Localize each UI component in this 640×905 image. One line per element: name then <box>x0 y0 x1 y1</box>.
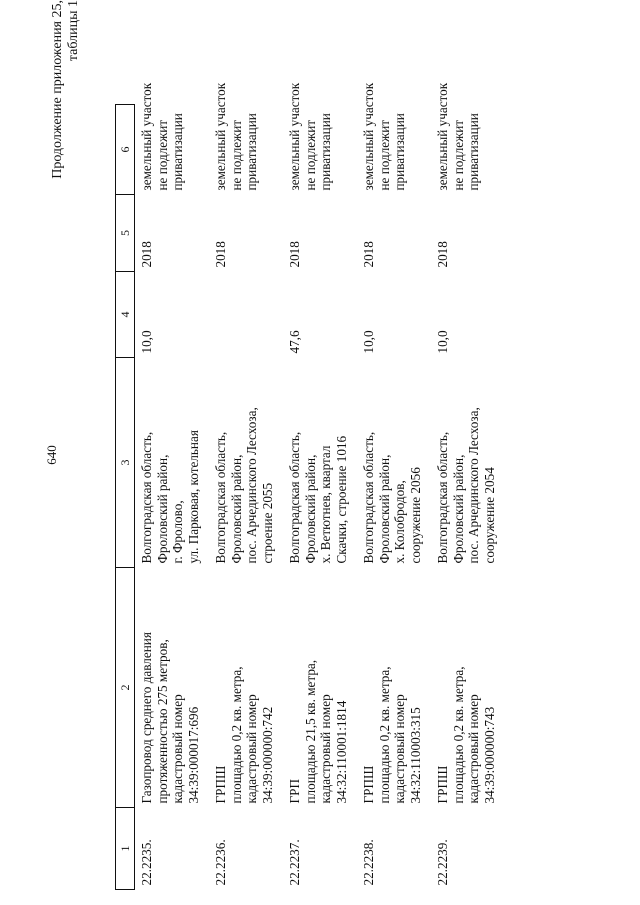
cell-line: кадастровый номер <box>392 694 407 804</box>
cell-line: кадастровый номер <box>244 694 259 804</box>
row-number-cell: 22.2237. <box>287 839 302 886</box>
object-name-cell <box>431 568 505 808</box>
cell-line: х. Колобродов, <box>392 480 407 564</box>
cell-line: Волгоградская область, <box>139 431 154 564</box>
cell-line: Фроловский район, <box>302 454 318 564</box>
cell-line: кадастровый номер <box>466 694 481 804</box>
cell-line: земельный участок <box>361 82 376 191</box>
cell-line: 34:39:000017:696 <box>185 706 201 804</box>
table-row <box>357 105 431 890</box>
cell-line: Волгоградская область, <box>287 431 302 564</box>
object-name-cell <box>209 568 283 808</box>
cell-line: земельный участок <box>287 82 302 191</box>
cell-line: х. Ветютнев, квартал <box>318 445 333 564</box>
value-cell: 10,0 <box>139 330 154 354</box>
column-header: 3 <box>116 358 135 568</box>
cell-line: не подлежит <box>450 119 466 191</box>
table-body <box>135 82 506 890</box>
row-number-cell: 22.2239. <box>435 839 450 886</box>
table-row <box>431 105 505 890</box>
cell-line: ГРПШ <box>213 765 228 804</box>
cell-line: сооружение 2056 <box>407 467 423 564</box>
cell-line: Фроловский район, <box>228 454 244 564</box>
column-header: 1 <box>116 808 135 890</box>
object-name-cell <box>357 568 431 808</box>
cell-line: не подлежит <box>302 119 318 191</box>
cell-line: кадастровый номер <box>170 694 185 804</box>
address-cell <box>209 358 283 568</box>
row-number-cell: 22.2235. <box>139 839 154 886</box>
cell-line: строение 2055 <box>259 482 275 564</box>
year-cell: 2018 <box>435 241 450 268</box>
cell-line: площадью 0,2 кв. метра, <box>450 666 466 804</box>
cell-line: приватизации <box>318 113 333 191</box>
cell-line: кадастровый номер <box>318 694 333 804</box>
cell-line: приватизации <box>392 113 407 191</box>
year-cell: 2018 <box>287 241 302 268</box>
cell-line: земельный участок <box>435 82 450 191</box>
cell-line: площадью 21,5 кв. метра, <box>302 659 318 804</box>
register-table <box>115 82 505 890</box>
cell-line: Волгоградская область, <box>361 431 376 564</box>
cell-line: 34:39:000000:743 <box>481 706 497 804</box>
table-row <box>209 105 283 890</box>
cell-line: земельный участок <box>213 82 228 191</box>
cell-line: пос. Арчединского Лесхоза, <box>244 407 259 564</box>
cell-line: Волгоградская область, <box>435 431 450 564</box>
cell-line: 34:32:110003:315 <box>407 707 423 804</box>
column-header: 5 <box>116 195 135 272</box>
cell-line: пос. Арчединского Лесхоза, <box>466 407 481 564</box>
cell-line: не подлежит <box>154 119 170 191</box>
note-cell <box>209 82 283 195</box>
note-cell <box>431 82 505 195</box>
cell-line: 34:39:000000:742 <box>259 706 275 804</box>
object-name-cell <box>283 568 357 808</box>
cell-line: приватизации <box>170 113 185 191</box>
cell-line: площадью 0,2 кв. метра, <box>376 666 392 804</box>
address-cell <box>357 358 431 568</box>
cell-line: ГРПШ <box>435 765 450 804</box>
cell-line: Фроловский район, <box>154 454 170 564</box>
year-cell: 2018 <box>213 241 228 268</box>
cell-line: Скачки, строение 1016 <box>333 435 349 564</box>
cell-line: Волгоградская область, <box>213 431 228 564</box>
note-cell <box>357 82 431 195</box>
cell-line: приватизации <box>466 113 481 191</box>
cell-line: ГРПШ <box>361 765 376 804</box>
value-cell: 10,0 <box>361 330 376 354</box>
year-cell: 2018 <box>361 241 376 268</box>
cell-line: ул. Парковая, котельная <box>185 430 201 564</box>
note-cell <box>135 82 210 195</box>
continuation-line: таблицы 1 <box>66 0 81 62</box>
address-cell <box>283 358 357 568</box>
column-header: 4 <box>116 272 135 358</box>
cell-line: Фроловский район, <box>376 454 392 564</box>
table-row <box>283 105 357 890</box>
cell-line: площадью 0,2 кв. метра, <box>228 666 244 804</box>
column-header: 6 <box>116 105 135 195</box>
row-number-cell: 22.2238. <box>361 839 376 886</box>
page-number: 640 <box>44 445 59 465</box>
cell-line: Газопровод среднего давления <box>139 632 154 804</box>
cell-line: 34:32:110001:1814 <box>333 700 349 804</box>
cell-line: земельный участок <box>139 82 154 191</box>
continuation-line: Продолжение приложения 25, <box>50 0 65 179</box>
value-cell <box>209 272 283 358</box>
cell-line: протяженностью 275 метров, <box>154 639 170 804</box>
table-header-row <box>116 105 135 890</box>
continuation-header <box>50 0 82 260</box>
value-cell: 10,0 <box>435 330 450 354</box>
address-cell <box>431 358 505 568</box>
cell-line: приватизации <box>244 113 259 191</box>
cell-line: ГРП <box>287 779 302 804</box>
cell-line: сооружение 2054 <box>481 467 497 564</box>
cell-line: не подлежит <box>376 119 392 191</box>
cell-line: г. Фролово, <box>170 500 185 564</box>
table-row <box>135 105 210 890</box>
note-cell <box>283 82 357 195</box>
address-cell <box>135 358 210 568</box>
year-cell: 2018 <box>139 241 154 268</box>
value-cell: 47,6 <box>287 330 302 354</box>
object-name-cell <box>135 568 210 808</box>
cell-line: Фроловский район, <box>450 454 466 564</box>
column-header: 2 <box>116 568 135 808</box>
cell-line: не подлежит <box>228 119 244 191</box>
row-number-cell: 22.2236. <box>213 839 228 886</box>
